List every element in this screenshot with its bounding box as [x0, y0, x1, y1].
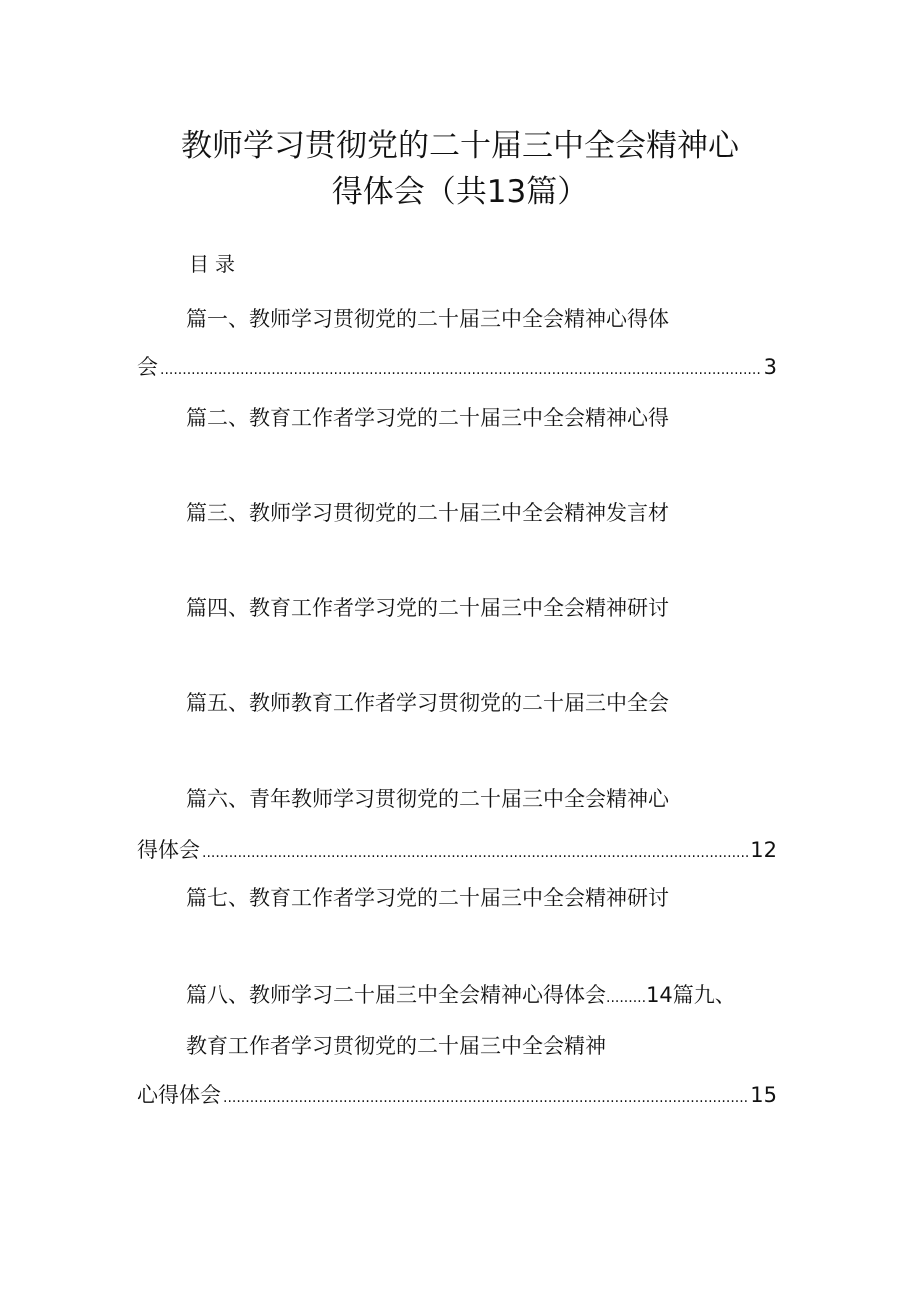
title-line-2: 得体会（共13篇） — [331, 174, 589, 210]
dot-leader — [160, 351, 762, 386]
toc-heading: 目录 — [189, 252, 241, 276]
toc-entry-3-line-1: 篇三、教师学习贯彻党的二十届三中全会精神发言材 — [186, 501, 669, 525]
toc-entry-1-line-2: 会 — [137, 355, 158, 379]
toc-entry-1-line-1: 篇一、教师学习贯彻党的二十届三中全会精神心得体 — [186, 307, 669, 331]
toc-entry-8-page: 14 — [646, 983, 673, 1007]
toc-entry-1-page: 3 — [763, 355, 777, 379]
toc-entry-6-page: 12 — [750, 838, 777, 862]
toc-entry-2-line-1: 篇二、教育工作者学习党的二十届三中全会精神心得 — [186, 406, 669, 430]
dot-leader — [202, 834, 748, 869]
toc-entry-9-leader-row — [137, 1079, 777, 1114]
toc-entry-8-line-1: 篇八、教师学习二十届三中全会精神心得体会 — [186, 983, 606, 1007]
toc-entry-9-prefix: 篇九、 — [672, 983, 736, 1007]
toc-entry-9-line-2: 心得体会 — [137, 1083, 221, 1107]
toc-entry-9-line-1: 教育工作者学习贯彻党的二十届三中全会精神 — [186, 1034, 606, 1058]
toc-entry-6-line-1: 篇六、青年教师学习贯彻党的二十届三中全会精神心 — [186, 787, 669, 811]
toc-entry-4-line-1: 篇四、教育工作者学习党的二十届三中全会精神研讨 — [186, 596, 669, 620]
dot-leader — [606, 983, 646, 1007]
toc-entry-6-line-2: 得体会 — [137, 838, 200, 862]
toc-entry-8-row — [186, 979, 736, 1014]
toc-entry-1-leader-row — [137, 351, 777, 386]
toc-entry-5-line-1: 篇五、教师教育工作者学习贯彻党的二十届三中全会 — [186, 691, 669, 715]
toc-entry-6-leader-row — [137, 834, 777, 869]
title-line-1: 教师学习贯彻党的二十届三中全会精神心 — [181, 128, 739, 164]
toc-entry-7-line-1: 篇七、教育工作者学习党的二十届三中全会精神研讨 — [186, 886, 669, 910]
toc-entry-9-page: 15 — [750, 1083, 777, 1107]
dot-leader — [223, 1079, 748, 1114]
